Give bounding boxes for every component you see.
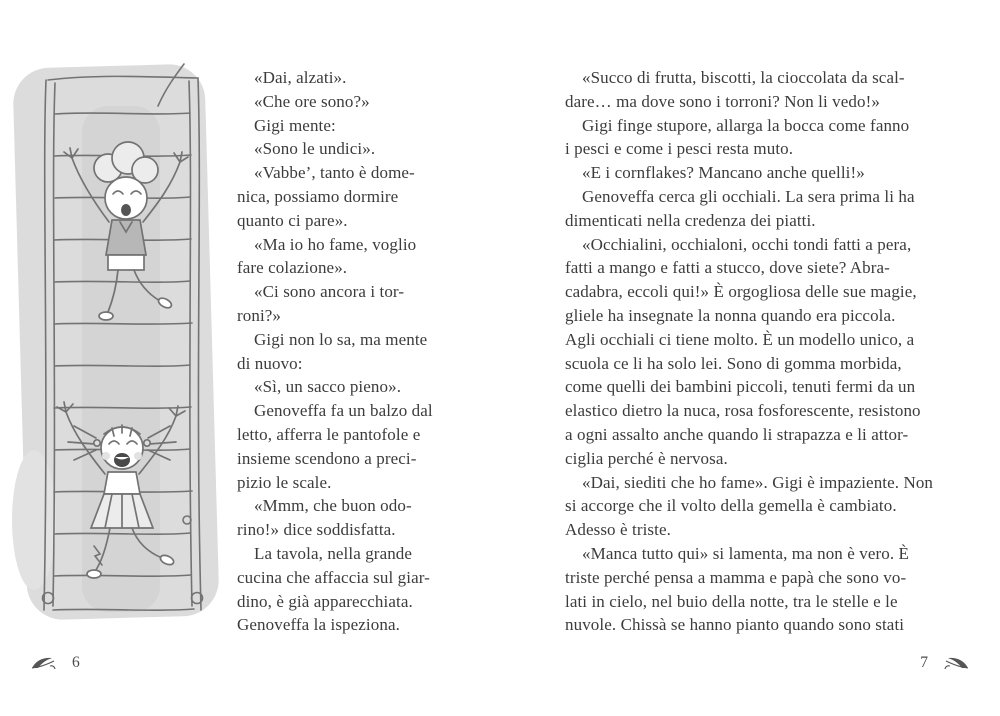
text-line: Gigi mente:: [254, 115, 336, 135]
text-line: cadabra, eccoli qui!» È orgogliosa delle sue magie,: [565, 282, 917, 302]
text-line: triste perché pensa a mamma e papà che sono vo-: [565, 567, 907, 587]
text-line: «Occhialini, occhialoni, occhi tondi fatti a pera,: [582, 234, 912, 254]
text-line: gliele ha insegnate la nonna quando era piccola.: [565, 305, 896, 325]
text-line: cucina che affaccia sul giar-: [237, 567, 430, 587]
text-line: «Ma io ho fame, voglio: [254, 234, 417, 254]
text-line: lati in cielo, nel buio della notte, tra le stelle e le: [565, 591, 898, 611]
leaf-ornament-icon: [30, 655, 56, 671]
text-line: ciglia perché è nervosa.: [565, 448, 728, 468]
text-line: rino!» dice soddisfatta.: [237, 520, 396, 540]
text-line: Gigi finge stupore, allarga la bocca come fanno: [582, 115, 910, 135]
text-line: dimenticati nella credenza dei piatti.: [565, 210, 816, 230]
text-line: come quelli dei bambini piccoli, tenuti fermi da un: [565, 377, 916, 397]
text-line: Genoveffa fa un balzo dal: [254, 401, 433, 421]
text-line: Genoveffa la ispeziona.: [237, 615, 400, 635]
text-line: insieme scendono a preci-: [237, 448, 417, 468]
text-line: dino, è già apparecchiata.: [237, 591, 413, 611]
text-line: letto, afferra le pantofole e: [237, 424, 421, 444]
text-line: Agli occhiali ci tiene molto. È un modello unico, a: [565, 329, 915, 349]
text-line: «Vabbe’, tanto è dome-: [254, 163, 415, 183]
page-number: 6: [72, 654, 80, 671]
text-line: a ogni assalto anche quando li strapazza e li attor-: [565, 424, 909, 444]
text-line: fatti a mango e fatti a stucco, dove siete? Abra-: [565, 258, 890, 278]
leaf-ornament-icon: [944, 655, 970, 671]
text-line: «Sono le undici».: [254, 139, 376, 159]
text-line: «Ci sono ancora i tor-: [254, 282, 405, 302]
text-line: Adesso è triste.: [565, 520, 671, 540]
text-line: quanto ci pare».: [237, 210, 348, 230]
text-line: «Che ore sono?»: [254, 91, 370, 111]
text-line: La tavola, nella grande: [254, 543, 413, 563]
text-line: elastico dietro la nuca, rosa fosforescente, resistono: [565, 401, 921, 421]
staircase-illustration: [8, 50, 236, 646]
text-line: nica, possiamo dormire: [237, 186, 399, 206]
text-line: i pesci e come i pesci resta muto.: [565, 139, 794, 159]
text-line: «Succo di frutta, biscotti, la cioccolata da scal-: [582, 68, 905, 87]
text-line: fare colazione».: [237, 258, 348, 278]
text-line: pizio le scale.: [237, 472, 332, 492]
left-text-column: [237, 66, 451, 637]
text-line: «Dai, siediti che ho fame». Gigi è impaziente. Non: [582, 472, 934, 492]
text-line: roni?»: [237, 305, 282, 325]
text-line: Gigi non lo sa, ma mente: [254, 329, 428, 349]
page-number: 7: [920, 654, 928, 671]
text-line: «Mmm, che buon odo-: [254, 496, 412, 516]
right-text-column: [565, 66, 947, 637]
text-line: Genoveffa cerca gli occhiali. La sera prima li ha: [582, 186, 915, 206]
text-line: «Sì, un sacco pieno».: [254, 377, 402, 397]
text-line: di nuovo:: [237, 353, 303, 373]
page-footer-right: [920, 652, 970, 674]
text-line: si accorge che il volto della gemella è cambiato.: [565, 496, 897, 516]
text-line: nuvole. Chissà se hanno pianto quando sono stati: [565, 615, 905, 635]
page-footer-left: [30, 652, 80, 674]
text-line: «E i cornflakes? Mancano anche quelli!»: [582, 163, 865, 183]
text-line: «Manca tutto qui» si lamenta, ma non è vero. È: [582, 543, 910, 563]
text-line: dare… ma dove sono i torroni? Non li vedo!»: [565, 91, 880, 111]
text-line: scuola ce li ha solo lei. Sono di gomma morbida,: [565, 353, 902, 373]
text-line: «Dai, alzati».: [254, 68, 347, 87]
